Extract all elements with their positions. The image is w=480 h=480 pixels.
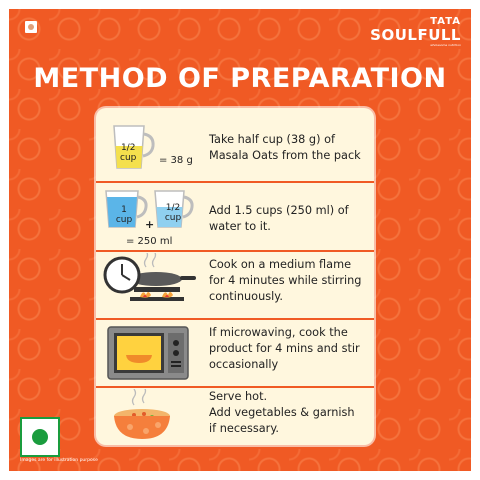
page-title: METHOD OF PREPARATION <box>33 63 447 94</box>
step-row-4 <box>96 321 374 388</box>
plus-sign: + <box>145 218 155 231</box>
step-row-3 <box>96 253 374 320</box>
water-measure: = 250 ml <box>126 236 173 247</box>
brand-line1: TATA <box>430 16 461 27</box>
microwave-icon <box>100 321 198 388</box>
half-cup-icon <box>100 116 198 183</box>
brand-tagline: wholesome nutrition <box>430 43 461 47</box>
half-cup-label-2: 1/2 cup <box>164 203 182 223</box>
step-row-2 <box>96 185 374 252</box>
veg-symbol-small <box>25 21 37 33</box>
step-5-text: Serve hot. Add vegetables & garnish if necessary. <box>209 390 355 435</box>
clock-pan-icon <box>100 253 198 320</box>
bowl-icon <box>100 389 198 445</box>
divider <box>96 318 374 320</box>
divider <box>96 181 374 183</box>
step-4-text: If microwaving, cook the product for 4 mins and stir occasionally <box>209 326 360 371</box>
divider <box>96 386 374 388</box>
veg-symbol <box>20 417 60 457</box>
step-row-1 <box>96 116 374 183</box>
step-3-text: Cook on a medium flame for 4 minutes while stirring continuously. <box>209 258 362 303</box>
instructions-card <box>96 108 374 445</box>
brand-logo <box>370 17 461 47</box>
disclaimer-text: Images are for illustration purpose <box>20 458 98 463</box>
divider <box>96 250 374 252</box>
half-cup-label: 1/2 cup <box>120 143 137 163</box>
brand-line2: SOULFULL <box>370 26 461 44</box>
step-row-5 <box>96 389 374 445</box>
step-1-text: Take half cup (38 g) of Masala Oats from the pack <box>209 133 361 162</box>
half-cup-measure: = 38 g <box>159 155 193 166</box>
one-cup-label: 1 cup <box>115 205 133 225</box>
step-2-text: Add 1.5 cups (250 ml) of water to it. <box>209 204 349 233</box>
